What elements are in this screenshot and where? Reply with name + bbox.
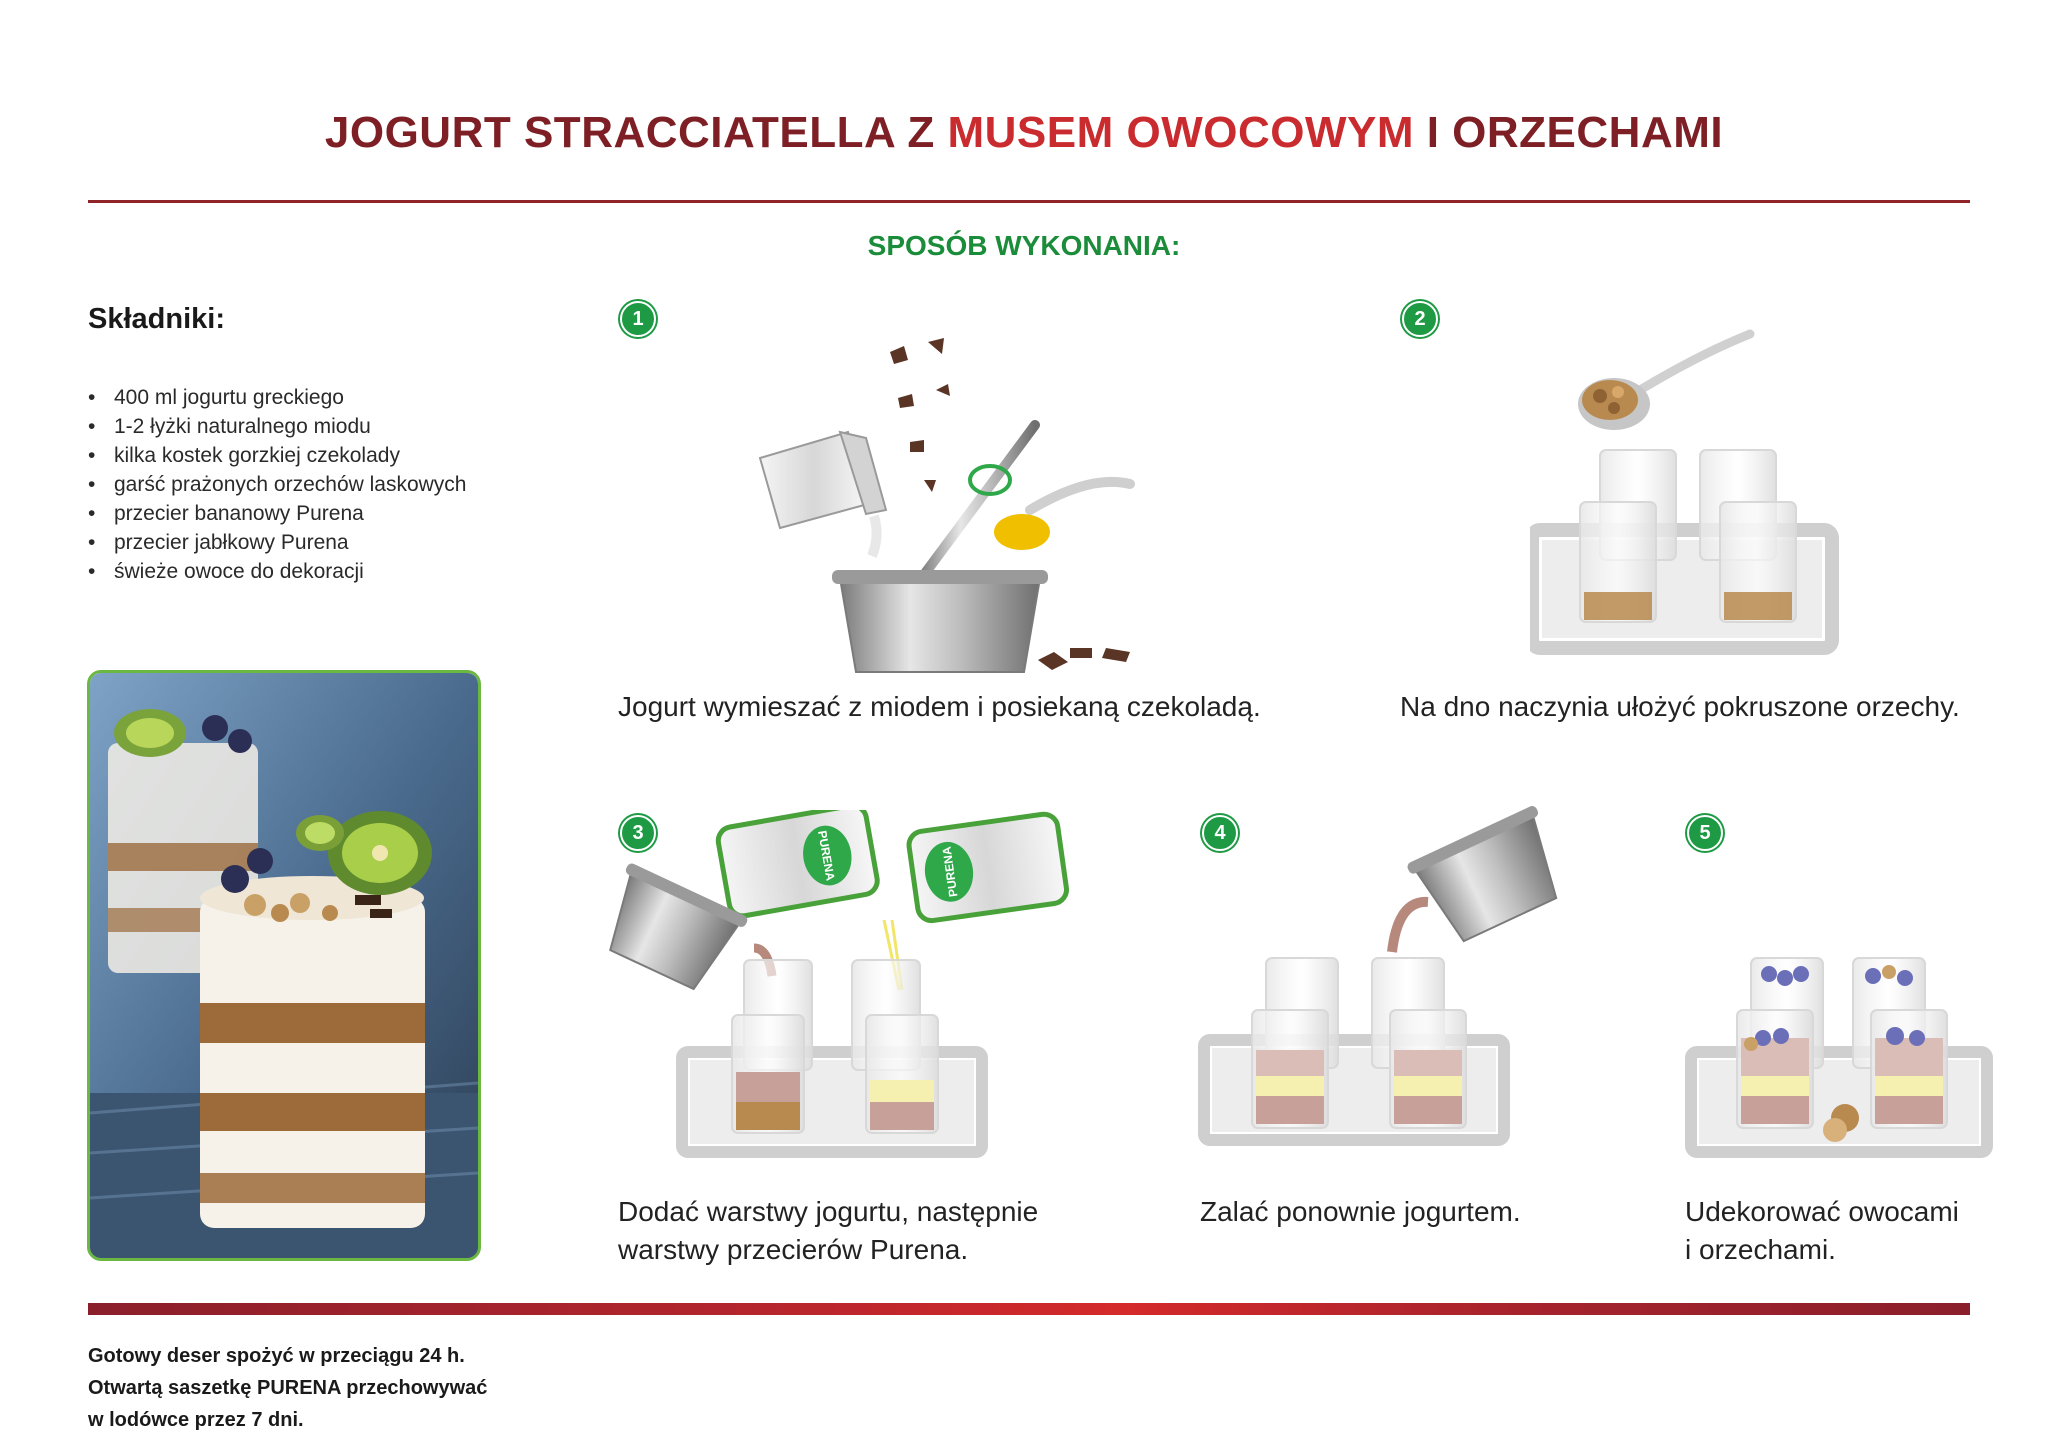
step-4-badge: 4: [1202, 815, 1238, 851]
step-5-caption-line-1: Udekorować owocami: [1685, 1196, 1959, 1227]
ingredient-item: • 1-2 łyżki naturalnego miodu: [88, 412, 467, 441]
step-2-badge: 2: [1402, 301, 1438, 337]
footnote-line-2: Otwartą saszetkę PURENA przechowywać: [88, 1377, 488, 1399]
step-1-badge: 1: [620, 301, 656, 337]
title-part-3: I ORZECHAMI: [1414, 108, 1724, 157]
pouch-brand-right: PURENA: [939, 845, 961, 898]
ingredient-item: • garść prażonych orzechów laskowych: [88, 470, 467, 499]
step-1-illustration: [740, 330, 1160, 690]
ingredients-list: [88, 383, 467, 586]
title-part-1: JOGURT STRACCIATELLA Z: [324, 108, 948, 157]
step-5-caption: [1685, 1193, 1985, 1269]
step-4-caption: Zalać ponownie jogurtem.: [1200, 1196, 1521, 1227]
ingredient-item: • kilka kostek gorzkiej czekolady: [88, 441, 467, 470]
ingredient-item: • przecier bananowy Purena: [88, 499, 467, 528]
footnote-line-1: Gotowy deser spożyć w przeciągu 24 h.: [88, 1345, 465, 1367]
step-3-caption-line-2: warstwy przecierów Purena.: [618, 1234, 969, 1265]
pouch-brand-left: PURENA: [815, 829, 838, 882]
storage-footnote: [88, 1340, 540, 1436]
dessert-photo: [87, 670, 481, 1261]
step-3-illustration: [604, 810, 1074, 1170]
ingredients-heading: Składniki:: [88, 303, 225, 335]
ingredient-item: • świeże owoce do dekoracji: [88, 557, 467, 586]
bottom-divider: [88, 1303, 1970, 1315]
step-3-badge: 3: [620, 815, 656, 851]
step-2-illustration: [1530, 322, 1850, 662]
page-title: [0, 108, 2048, 158]
step-4-illustration: [1196, 800, 1596, 1170]
step-2-caption: Na dno naczynia ułożyć pokruszone orzechy.: [1400, 691, 1960, 722]
step-5-illustration: [1685, 940, 1995, 1170]
title-divider: [88, 200, 1970, 203]
step-3-caption-line-1: Dodać warstwy jogurtu, następnie: [618, 1196, 1039, 1227]
step-3-caption: [618, 1193, 1158, 1269]
step-5-caption-line-2: i orzechami.: [1685, 1234, 1836, 1265]
method-heading: SPOSÓB WYKONANIA:: [867, 230, 1181, 261]
footnote-line-3: w lodówce przez 7 dni.: [88, 1409, 304, 1431]
title-part-2: MUSEM OWOCOWYM: [947, 108, 1414, 157]
ingredient-item: • przecier jabłkowy Purena: [88, 528, 467, 557]
ingredient-item: • 400 ml jogurtu greckiego: [88, 383, 467, 412]
step-5-badge: 5: [1687, 815, 1723, 851]
step-1-caption: Jogurt wymieszać z miodem i posiekaną czekoladą.: [618, 691, 1261, 722]
dessert-photo-art: [90, 673, 478, 1258]
